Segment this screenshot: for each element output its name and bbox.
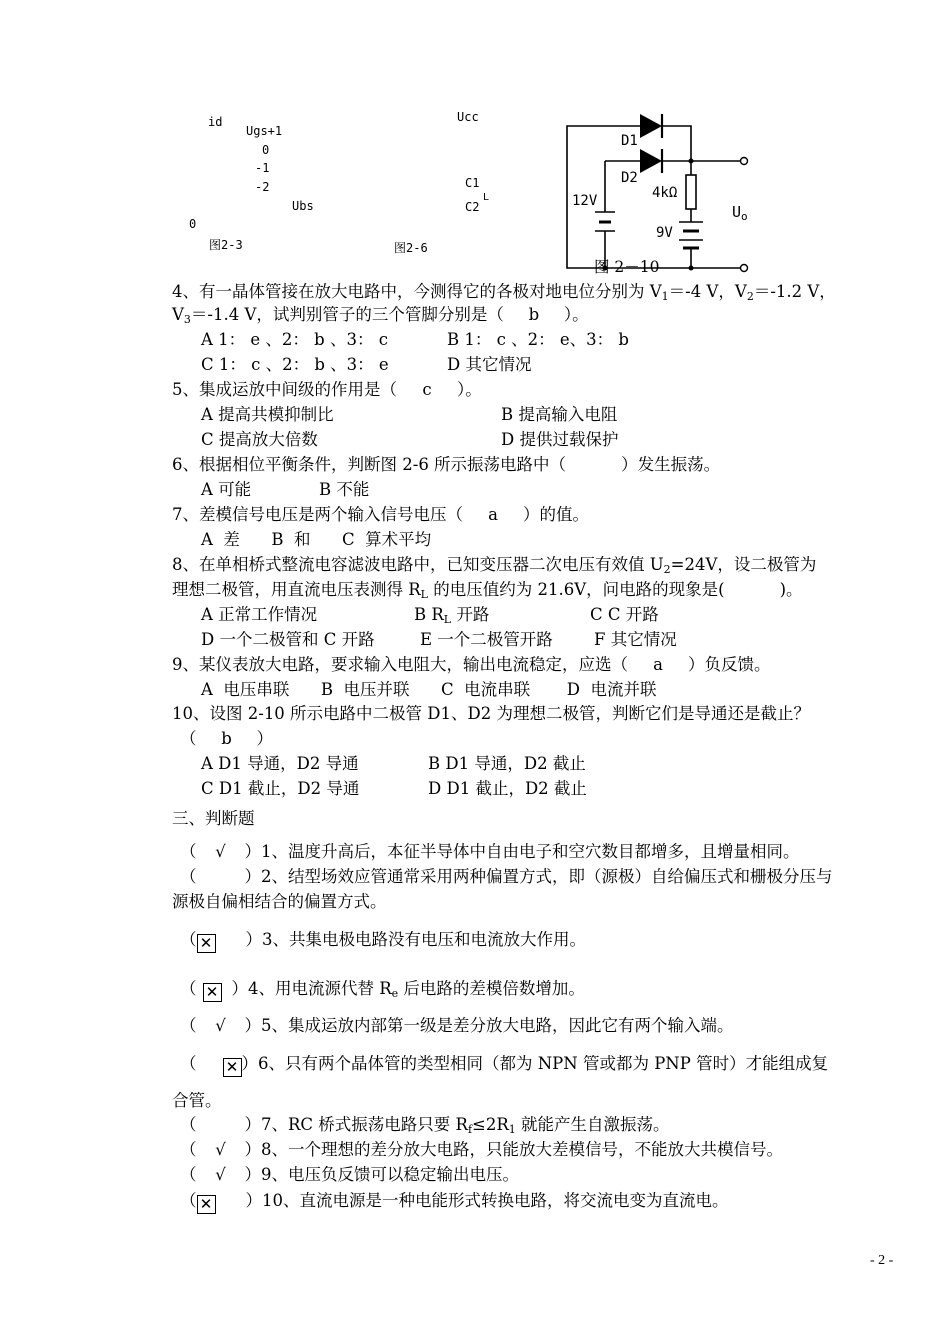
tf-item-10: （ ✕ ）10、直流电源是一种电能形式转换电路，将交流电变为直流电。 <box>180 1191 729 1213</box>
tf-4-cross-mark: ✕ <box>203 983 222 1002</box>
tf-1-check-mark: √ <box>215 842 226 861</box>
fig26-c2-label: C2 <box>465 200 480 214</box>
fig23-ugs-label: Ugs+1 <box>246 124 283 138</box>
q5-option-d: D 提供过载保护 <box>501 430 619 449</box>
q8-option-f: F 其它情况 <box>594 630 677 649</box>
tf-item-2-line1: （ ）2、结型场效应管通常采用两种偏置方式，即（源极）自给偏压式和栅极分压与 <box>180 867 833 886</box>
q5-option-c: C 提高放大倍数 <box>201 430 318 449</box>
tf-item-6-line1: （ ✕ ）6、只有两个晶体管的类型相同（都为 NPN 管或都为 PNP 管时）才能组成复 <box>180 1054 829 1076</box>
tf-item-1: （ √ ）1、温度升高后，本征半导体中自由电子和空穴数目都增多，且增量相同。 <box>180 842 800 861</box>
q5-stem: 5、集成运放中间级的作用是（ c ）。 <box>172 380 482 399</box>
q10-option-b: B D1 导通，D2 截止 <box>428 754 586 773</box>
q6-stem: 6、根据相位平衡条件，判断图 2-6 所示振荡电路中（ ）发生振荡。 <box>172 455 721 474</box>
fig23-caption: 图2-3 <box>209 238 243 252</box>
tf-6-cross-mark: ✕ <box>223 1058 242 1077</box>
page-number: - 2 - <box>870 1253 894 1268</box>
tf-10-cross-mark: ✕ <box>197 1195 216 1214</box>
q4-line1: 4、有一晶体管接在放大电路中，今测得它的各极对地电位分别为 $V_1=-4$ V，$V_2=-1.2$ V， <box>172 282 836 303</box>
q6-option-b: B 不能 <box>319 480 370 499</box>
q4-option-b: B 1： c 、2： e、3： b <box>447 330 629 349</box>
q10-option-d: D D1 截止，D2 截止 <box>428 779 587 798</box>
fig26-ucc-label: Ucc <box>457 110 479 124</box>
tf-8-check-mark: √ <box>215 1140 226 1159</box>
fig23-tick-m2: -2 <box>255 180 270 194</box>
q4-option-c: C 1： c 、2： b 、3： e <box>201 355 389 374</box>
section-3-title: 三、判断题 <box>172 809 255 828</box>
q8-line2: 理想二极管，用直流电压表测得 $R_L$ 的电压值约为 21.6V，问电路的现象是( )。 <box>172 580 803 601</box>
q8-option-b: B $R_L$ 开路 <box>414 605 490 626</box>
q4-answer: b <box>528 305 540 324</box>
fig210-d2-label: D2 <box>621 170 638 186</box>
q4-line2: $V_3=-1.4$ V，试判别管子的三个管脚分别是（ b ）。 <box>172 305 589 326</box>
q10-stem: 10、设图 2-10 所示电路中二极管 D1、D2 为理想二极管，判断它们是导通还是截止？ <box>172 704 810 723</box>
tf-item-2-line2: 源极自偏相结合的偏置方式。 <box>172 892 387 911</box>
fig23-tick-m1: -1 <box>255 161 270 175</box>
q9-options: A 电压串联 B 电压并联 C 电流串联 D 电流并联 <box>201 680 657 699</box>
q10-answer: b <box>221 729 232 748</box>
q7-answer: a <box>488 505 498 524</box>
d2-diode-symbol <box>640 149 662 173</box>
q7-stem: 7、差模信号电压是两个输入信号电压（ a ）的值。 <box>172 505 589 524</box>
tf-3-cross-mark: ✕ <box>197 934 216 953</box>
tf-item-7: （ ）7、RC 桥式振荡电路只要 $R_f\le 2R_1$ 就能产生自激振荡。 <box>180 1115 670 1136</box>
q7-options: A 差 B 和 C 算术平均 <box>201 530 432 549</box>
fig26-caption: 图2-6 <box>394 241 428 255</box>
q8-option-d: D 一个二极管和 C 开路 <box>201 630 375 649</box>
fig210-caption: 图 2－10 <box>594 258 660 276</box>
fig23-id-label: id <box>208 115 223 129</box>
tf-item-5: （ √ ）5、集成运放内部第一级是差分放大电路，因此它有两个输入端。 <box>180 1016 734 1035</box>
fig26-c1-label: C1 <box>465 176 480 190</box>
q5-option-a: A 提高共模抑制比 <box>201 405 334 424</box>
tf-item-6-line2: 合管。 <box>172 1091 222 1110</box>
q8-option-e: E 一个二极管开路 <box>420 630 553 649</box>
q9-answer: a <box>653 655 663 674</box>
q4-option-d: D 其它情况 <box>447 355 532 374</box>
fig26-l-label: L <box>483 192 490 203</box>
tf-item-9: （ √ ）9、电压负反馈可以稳定输出电压。 <box>180 1165 519 1184</box>
tf-5-check-mark: √ <box>215 1016 226 1035</box>
tf-item-3: （ ✕ ）3、共集电极电路没有电压和电流放大作用。 <box>180 930 586 952</box>
output-terminal-top <box>741 158 748 165</box>
tf-item-8: （ √ ）8、一个理想的差分放大电路，只能放大差模信号，不能放大共模信号。 <box>180 1140 783 1159</box>
fig210-d1-label: D1 <box>621 133 638 149</box>
output-terminal-bottom <box>741 265 748 272</box>
resistor-symbol <box>686 175 696 209</box>
q10-option-c: C D1 截止，D2 导通 <box>201 779 360 798</box>
q5-answer: c <box>422 380 432 399</box>
fig23-tick-0: 0 <box>262 143 270 157</box>
q10-answer-line: （ b ） <box>180 729 273 748</box>
q8-option-c: C C 开路 <box>590 605 659 624</box>
q5-option-b: B 提高输入电阻 <box>501 405 618 424</box>
q10-option-a: A D1 导通，D2 导通 <box>201 754 359 773</box>
q8-line1: 8、在单相桥式整流电容滤波电路中，已知变压器二次电压有效值 $U_2=24V$，设二极管为 <box>172 555 817 576</box>
fig210-9v-label: 9V <box>656 225 673 241</box>
q4-option-a: A 1： e 、2： b 、3： c <box>201 330 388 349</box>
tf-9-check-mark: √ <box>215 1165 226 1184</box>
fig210-12v-label: 12V <box>572 193 598 209</box>
d1-diode-symbol <box>640 114 662 138</box>
fig210-uo-label: $U_o$ <box>732 203 748 223</box>
fig23-ubs-label: Ubs <box>292 199 314 213</box>
q6-option-a: A 可能 <box>201 480 252 499</box>
q8-option-a: A 正常工作情况 <box>201 605 318 624</box>
fig210-4k-label: 4kΩ <box>652 185 678 201</box>
fig23-origin: 0 <box>189 217 197 231</box>
q9-stem: 9、某仪表放大电路，要求输入电阻大，输出电流稳定，应选（ a ）负反馈。 <box>172 655 771 674</box>
tf-item-4: （ ✕ ）4、用电流源代替 $R_e$ 后电路的差模倍数增加。 <box>180 979 585 1001</box>
